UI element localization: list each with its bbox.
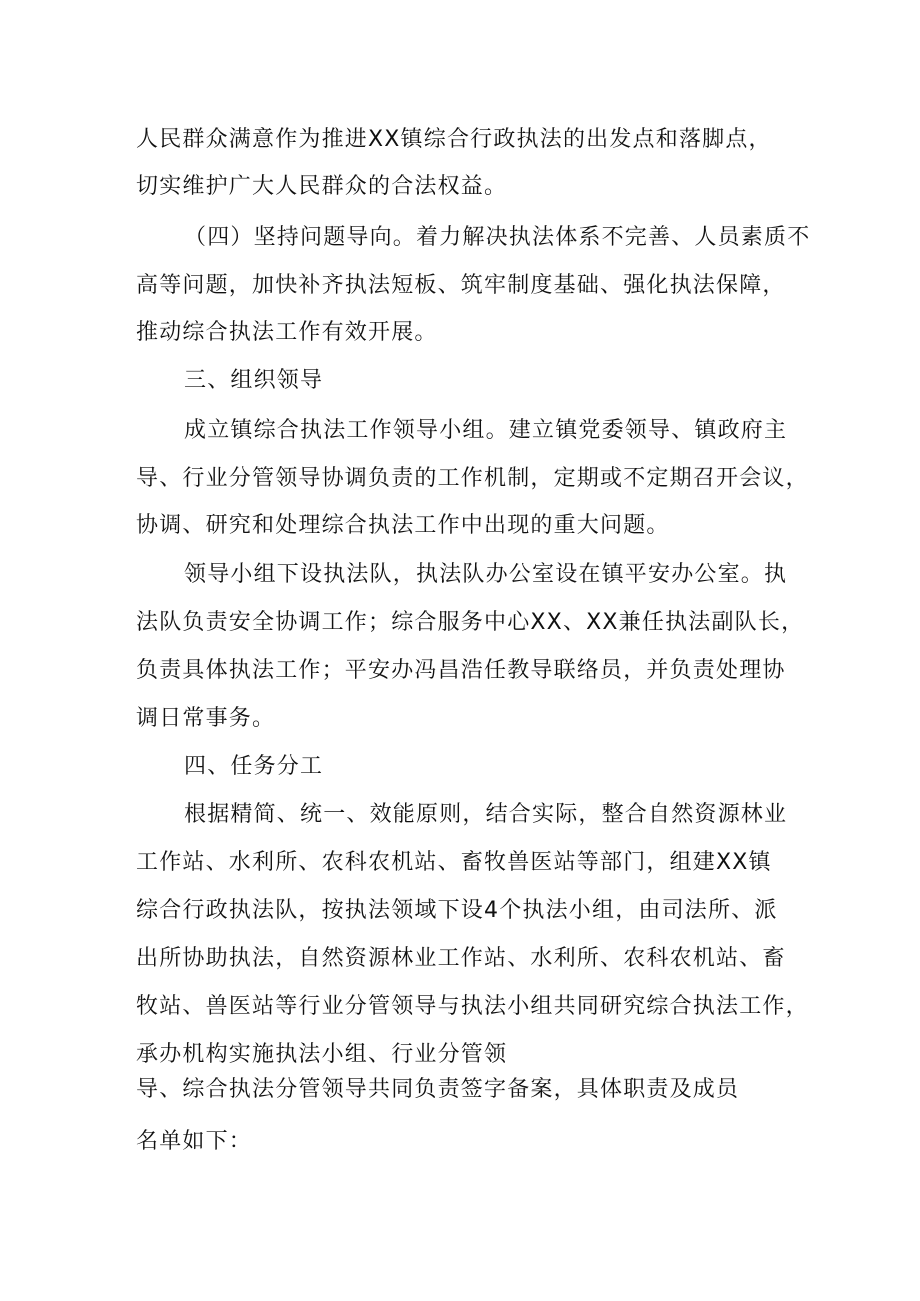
- paragraph-line: 导、综合执法分管领导共同负责签字备案，具体职责及成员: [136, 1077, 740, 1102]
- paragraph-line: （四）坚持问题导向。着力解决执法体系不完善、人员素质不: [184, 225, 811, 250]
- paragraph-line: 出所协助执法，自然资源林业工作站、水利所、农科农机站、畜: [136, 946, 786, 971]
- paragraph-line: 调日常事务。: [136, 706, 276, 731]
- paragraph-line: 根据精简、统一、效能原则，结合实际，整合自然资源林业: [184, 802, 788, 827]
- paragraph-line: 人民群众满意作为推进XX镇综合行政执法的出发点和落脚点，: [136, 127, 772, 152]
- paragraph-line: 综合行政执法队，按执法领域下设4个执法小组，由司法所、派: [136, 898, 778, 923]
- paragraph-line: 切实维护广大人民群众的合法权益。: [136, 174, 508, 199]
- paragraph-line: 负责具体执法工作；平安办冯昌浩任教导联络员，并负责处理协: [136, 658, 786, 683]
- paragraph-line: 工作站、水利所、农科农机站、畜牧兽医站等部门，组建XX镇: [136, 850, 772, 875]
- paragraph-line: 牧站、兽医站等行业分管领导与执法小组共同研究综合执法工作，: [136, 994, 809, 1019]
- paragraph-line: 名单如下：: [136, 1129, 253, 1154]
- paragraph-line: 导、行业分管领导协调负责的工作机制，定期或不定期召开会议，: [136, 466, 809, 491]
- section-heading: 三、组织领导: [184, 368, 324, 393]
- section-heading: 四、任务分工: [184, 754, 324, 779]
- paragraph-line: 成立镇综合执法工作领导小组。建立镇党委领导、镇政府主: [184, 418, 788, 443]
- paragraph-line: 法队负责安全协调工作；综合服务中心XX、XX兼任执法副队长，: [136, 610, 805, 635]
- paragraph-line: 高等问题，加快补齐执法短板、筑牢制度基础、强化执法保障，: [136, 273, 786, 298]
- paragraph-line: 推动综合执法工作有效开展。: [136, 320, 438, 345]
- paragraph-line: 协调、研究和处理综合执法工作中出现的重大问题。: [136, 513, 670, 538]
- paragraph-line: 承办机构实施执法小组、行业分管领: [136, 1042, 508, 1067]
- paragraph-line: 领导小组下设执法队，执法队办公室设在镇平安办公室。执: [184, 562, 788, 587]
